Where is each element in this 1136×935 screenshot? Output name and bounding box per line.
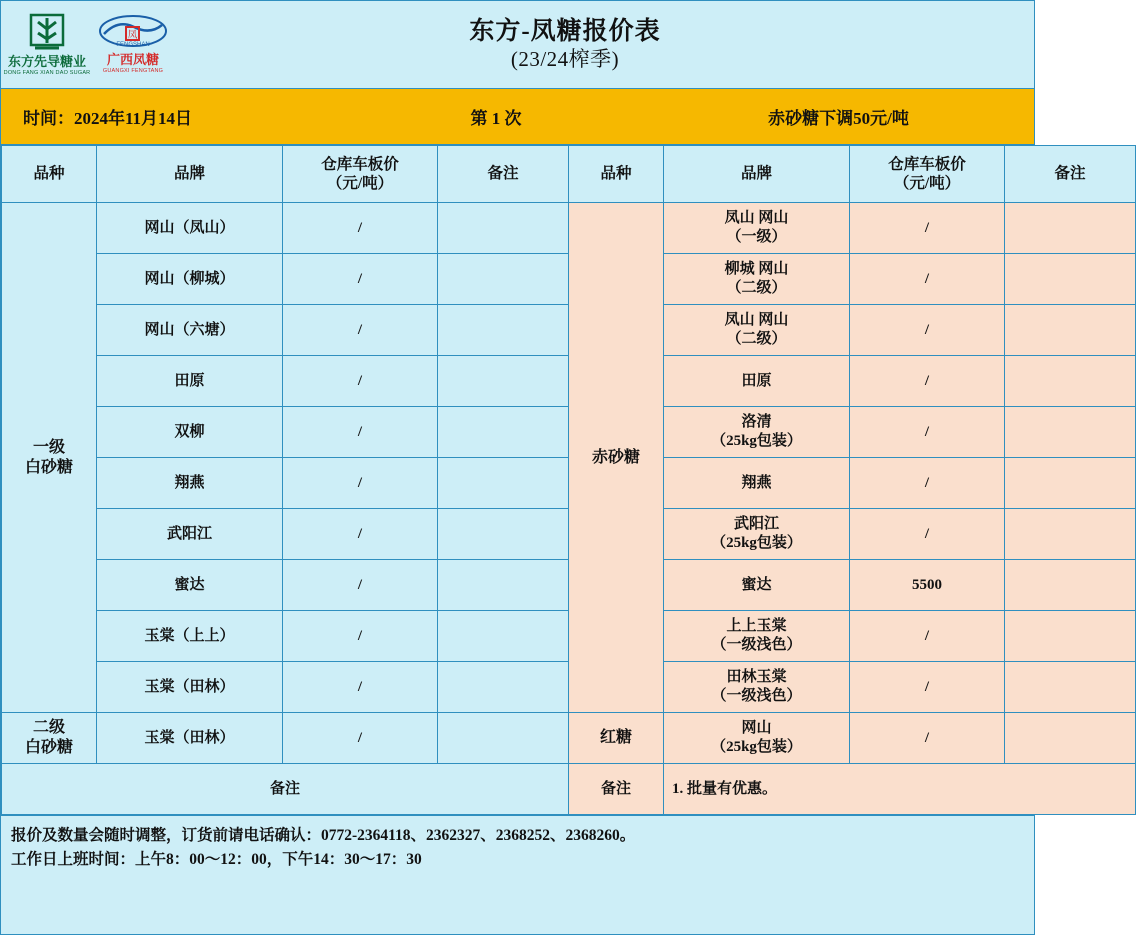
brand-line1: 田林玉棠 bbox=[726, 669, 787, 686]
note-cell bbox=[438, 560, 569, 611]
price-cell: / bbox=[283, 662, 438, 713]
remark-row bbox=[2, 764, 1136, 815]
note-cell bbox=[1005, 611, 1136, 662]
logo-dongfang-en: DONG FANG XIAN DAO SUGAR bbox=[3, 70, 91, 76]
note-cell bbox=[1005, 203, 1136, 254]
brand-cell bbox=[664, 407, 850, 458]
price-cell: 5500 bbox=[850, 560, 1005, 611]
note-cell bbox=[1005, 662, 1136, 713]
th-kind-right: 品种 bbox=[569, 146, 664, 203]
brand-line2: （25kg包装） bbox=[711, 433, 802, 449]
brand-cell bbox=[664, 509, 850, 560]
note-cell bbox=[438, 458, 569, 509]
brand-cell bbox=[664, 713, 850, 764]
brand-cell bbox=[664, 254, 850, 305]
logo-fengtang-cn: 广西凤糖 bbox=[106, 52, 159, 67]
title-sub: (23/24榨季) bbox=[510, 46, 620, 71]
brand-line1: 上上玉棠 bbox=[726, 618, 787, 635]
note-cell bbox=[438, 662, 569, 713]
round-label: 第 1 次 bbox=[470, 109, 522, 128]
brand-cell: 网山（凤山） bbox=[97, 203, 283, 254]
brand-cell: 玉棠（田林） bbox=[97, 662, 283, 713]
sheet-header bbox=[1, 1, 1034, 89]
footer-line-1: 报价及数量会随时调整，订货前请电话确认：0772-2364118、2362327、2368252、2368260。 bbox=[11, 827, 636, 844]
th-price-right bbox=[850, 146, 1005, 203]
note-cell bbox=[438, 254, 569, 305]
price-table bbox=[1, 145, 1136, 815]
note-cell bbox=[1005, 254, 1136, 305]
note-cell bbox=[1005, 458, 1136, 509]
kind-grade2-white-l2: 白砂糖 bbox=[24, 739, 73, 756]
brand-line1: 翔燕 bbox=[741, 474, 772, 491]
svg-text:FENGSHAN: FENGSHAN bbox=[116, 42, 150, 48]
remark-text-right: 1. 批量有优惠。 bbox=[664, 764, 1136, 815]
price-cell: / bbox=[283, 611, 438, 662]
table-header-row bbox=[2, 146, 1136, 203]
brand-line2: （二级） bbox=[726, 331, 787, 347]
note-cell bbox=[438, 203, 569, 254]
brand-line1: 田原 bbox=[741, 372, 772, 389]
note-cell bbox=[1005, 407, 1136, 458]
th-note-right: 备注 bbox=[1005, 146, 1136, 203]
brand-cell bbox=[664, 662, 850, 713]
th-brand-right: 品牌 bbox=[664, 146, 850, 203]
th-price-left bbox=[283, 146, 438, 203]
brand-line2: （一级浅色） bbox=[711, 688, 802, 704]
svg-text:凤: 凤 bbox=[127, 30, 138, 41]
price-cell: / bbox=[283, 458, 438, 509]
price-cell: / bbox=[283, 509, 438, 560]
table-body bbox=[2, 203, 1136, 815]
brand-cell bbox=[664, 458, 850, 509]
kind-grade1-white-l1: 一级 bbox=[32, 438, 65, 456]
note-cell bbox=[438, 305, 569, 356]
price-cell: / bbox=[283, 560, 438, 611]
th-price-left-l2: （元/吨） bbox=[326, 175, 394, 192]
brand-cell: 翔燕 bbox=[97, 458, 283, 509]
price-cell: / bbox=[850, 662, 1005, 713]
brand-line2: （一级） bbox=[726, 229, 787, 245]
price-cell: / bbox=[850, 305, 1005, 356]
table-row bbox=[2, 713, 1136, 764]
brand-line2: （25kg包装） bbox=[711, 535, 802, 551]
footer-line-2: 工作日上班时间：上午8：00～12：00，下午14：30～17：30 bbox=[11, 851, 422, 869]
brand-line1: 凤山 网山 bbox=[724, 210, 789, 227]
brand-line1: 蜜达 bbox=[741, 576, 772, 593]
note-cell bbox=[438, 509, 569, 560]
info-bar bbox=[1, 89, 1034, 145]
price-notice: 赤砂糖下调50元/吨 bbox=[768, 109, 909, 128]
note-cell bbox=[438, 611, 569, 662]
price-cell: / bbox=[850, 254, 1005, 305]
brand-line1: 网山 bbox=[741, 720, 772, 737]
price-cell: / bbox=[850, 509, 1005, 560]
note-cell bbox=[438, 356, 569, 407]
brand-cell: 田原 bbox=[97, 356, 283, 407]
kind-grade1-white bbox=[2, 203, 97, 713]
sugar-mill-icon bbox=[29, 13, 65, 51]
brand-cell: 网山（柳城） bbox=[97, 254, 283, 305]
price-cell: / bbox=[850, 407, 1005, 458]
th-note-left: 备注 bbox=[438, 146, 569, 203]
kind-grade2-white-l1: 二级 bbox=[32, 719, 65, 736]
brand-cell bbox=[664, 356, 850, 407]
brand-line1: 武阳江 bbox=[733, 516, 779, 533]
th-price-left-l1: 仓库车板价 bbox=[321, 155, 399, 173]
remark-label-left: 备注 bbox=[2, 764, 569, 815]
note-cell bbox=[1005, 560, 1136, 611]
price-cell: / bbox=[850, 356, 1005, 407]
brand-cell: 武阳江 bbox=[97, 509, 283, 560]
kind-grade1-white-l2: 白砂糖 bbox=[24, 458, 73, 476]
note-cell bbox=[1005, 713, 1136, 764]
logo-dongfang-cn: 东方先导糖业 bbox=[7, 54, 86, 69]
price-cell: / bbox=[283, 713, 438, 764]
th-kind-left: 品种 bbox=[2, 146, 97, 203]
brand-cell: 玉棠（上上） bbox=[97, 611, 283, 662]
brand-line2: （25kg包装） bbox=[711, 739, 802, 755]
logo-dongfang bbox=[3, 13, 91, 76]
price-cell: / bbox=[850, 203, 1005, 254]
price-cell: / bbox=[283, 356, 438, 407]
note-cell bbox=[1005, 356, 1136, 407]
brand-line1: 洛清 bbox=[741, 414, 772, 431]
th-price-right-l1: 仓库车板价 bbox=[888, 155, 966, 173]
brand-cell bbox=[664, 560, 850, 611]
price-cell: / bbox=[283, 203, 438, 254]
price-cell: / bbox=[283, 254, 438, 305]
date-label: 时间： bbox=[23, 109, 74, 128]
brand-cell: 蜜达 bbox=[97, 560, 283, 611]
footer-note bbox=[1, 815, 1034, 934]
brand-cell: 网山（六塘） bbox=[97, 305, 283, 356]
title-main: 东方-凤糖报价表 bbox=[469, 18, 661, 46]
brand-line2: （二级） bbox=[726, 280, 787, 296]
remark-label-right: 备注 bbox=[569, 764, 664, 815]
kind-red-sugar: 红糖 bbox=[569, 713, 664, 764]
brand-cell bbox=[664, 611, 850, 662]
note-cell bbox=[438, 407, 569, 458]
brand-line1: 柳城 网山 bbox=[724, 261, 789, 278]
table-row bbox=[2, 203, 1136, 254]
note-cell bbox=[438, 713, 569, 764]
logo-fengtang-en: GUANGXI FENGTANG bbox=[102, 68, 164, 74]
date-block bbox=[1, 104, 331, 129]
price-cell: / bbox=[283, 407, 438, 458]
note-cell bbox=[1005, 509, 1136, 560]
price-cell: / bbox=[850, 458, 1005, 509]
brand-cell bbox=[664, 203, 850, 254]
brand-line2: （一级浅色） bbox=[711, 637, 802, 653]
note-cell bbox=[1005, 305, 1136, 356]
th-price-right-l2: （元/吨） bbox=[893, 175, 961, 192]
page-title bbox=[96, 17, 1034, 71]
price-cell: / bbox=[850, 713, 1005, 764]
price-cell: / bbox=[850, 611, 1005, 662]
price-cell: / bbox=[283, 305, 438, 356]
brand-line1: 凤山 网山 bbox=[724, 312, 789, 329]
date-value: 2024年11月14日 bbox=[74, 109, 193, 128]
brand-cell: 双柳 bbox=[97, 407, 283, 458]
kind-grade2-white bbox=[2, 713, 97, 764]
kind-brown-sugar: 赤砂糖 bbox=[569, 203, 664, 713]
th-brand-left: 品牌 bbox=[97, 146, 283, 203]
brand-cell bbox=[664, 305, 850, 356]
brand-cell: 玉棠（田林） bbox=[97, 713, 283, 764]
